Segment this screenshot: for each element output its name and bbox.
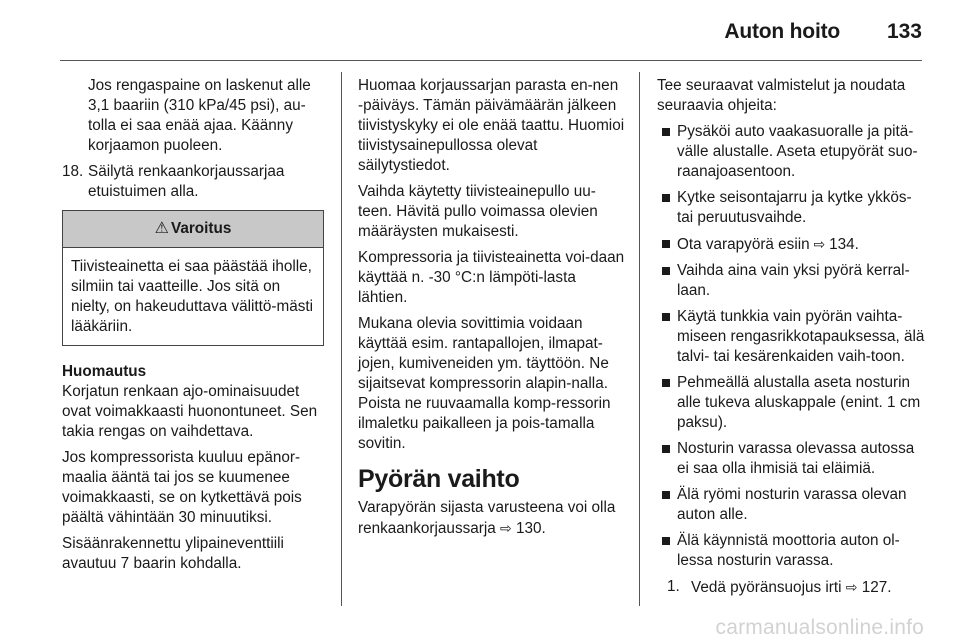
intro-paragraph: Tee seuraavat valmistelut ja noudata seuraavia ohjeita: (657, 77, 906, 114)
chapter-title: Auton hoito (724, 20, 840, 43)
list-item-text: Ota varapyörä esiin (677, 236, 810, 253)
step-text: Säilytä renkaankorjaussarjaa etuistuimen alla. (88, 163, 285, 200)
page-ref[interactable]: 130. (515, 520, 546, 537)
step-text: Vedä pyöränsuojus irti (691, 579, 842, 596)
list-item (657, 188, 925, 228)
bullet-square-icon (662, 240, 670, 248)
bullet-square-icon (662, 313, 670, 321)
warning-text: Tiivisteainetta ei saa päästää iholle, silmiin tai vaatteille. Jos sitä on nielty, on hakeuduttava välittö-mästi lääkäriin. (71, 258, 314, 335)
page-ref-icon: ⇨ (500, 520, 512, 536)
list-item (657, 373, 925, 433)
paragraph: Mukana olevia sovittimia voidaan käyttää esim. rantapallojen, ilmapat-jojen, kumiveneiden ym. täyttöön. Ne sijaitsevat kompressorin alapin-nalla. Poista ne ruuvaamalla komp-ressorin ilmaletku paikalleen ja pois-tamalla sovitin. (358, 315, 611, 452)
bullet-square-icon (662, 537, 670, 545)
list-item (657, 234, 925, 255)
bullet-square-icon (662, 491, 670, 499)
list-item-text: Pysäköi auto vaakasuoralle ja pitä-välle alustalle. Aseta etupyörät suo-raanajoasentoon. (677, 123, 918, 180)
list-item-text: Älä käynnistä moottoria auton ol-lessa nosturin varassa. (677, 532, 900, 569)
page-ref[interactable]: 127. (861, 579, 892, 596)
list-item (657, 485, 925, 525)
list-item (657, 261, 925, 301)
page-ref[interactable]: 134. (829, 236, 859, 253)
page-ref-icon: ⇨ (845, 579, 858, 595)
section-heading: Pyörän vaihto (358, 465, 520, 493)
bullet-square-icon (662, 445, 670, 453)
bullet-square-icon (662, 128, 670, 136)
footer-watermark: carmanualsonline.info (715, 616, 924, 639)
list-item (657, 122, 925, 182)
continued-paragraph: Jos rengaspaine on laskenut alle 3,1 baariin (310 kPa/45 psi), au-tolla ei saa enää ajaa. Käänny korjaamon puoleen. (88, 77, 311, 154)
warning-label: Varoitus (170, 220, 232, 237)
list-item (657, 439, 925, 479)
bullet-list (657, 122, 925, 571)
column-divider-1 (341, 72, 342, 606)
list-item-text: Nosturin varassa olevassa autossa ei saa olla ihmisiä tai eläimiä. (677, 440, 915, 477)
paragraph-text: Varapyörän sijasta varusteena voi olla renkaankorjaussarja (358, 499, 616, 537)
list-item-text: Kytke seisontajarru ja kytke ykkös-tai peruutusvaihde. (677, 189, 912, 226)
step-18 (62, 162, 324, 202)
column-2 (358, 76, 626, 545)
column-divider-2 (639, 72, 640, 606)
list-item (657, 307, 925, 367)
header-divider (60, 60, 922, 61)
step-number: 1. (667, 578, 680, 595)
list-item-text: Pehmeällä alustalla aseta nosturin alle tukeva aluskappale (enint. 1 cm paksu). (677, 374, 921, 431)
list-item-text: Käytä tunkkia vain pyörän vaihta-miseen rengasrikkotapauksessa, älä talvi- tai kesärenkaiden vaih-toon. (677, 308, 925, 365)
warning-header (63, 211, 323, 248)
bullet-square-icon (662, 267, 670, 275)
paragraph (358, 498, 626, 539)
paragraph: Kompressoria ja tiivisteainetta voi-daan käyttää n. -30 °C:n lämpöti-lasta lähtien. (358, 249, 625, 306)
step-1 (667, 577, 925, 598)
warning-icon: ⚠ (154, 220, 169, 237)
list-item-text: Vaihda aina vain yksi pyörä kerral-laan. (677, 262, 910, 299)
paragraph: Sisäänrakennettu ylipaineventtiili avautuu 7 baarin kohdalla. (62, 535, 284, 572)
page-ref-icon: ⇨ (809, 236, 830, 252)
bullet-square-icon (662, 379, 670, 387)
list-item-text: Älä ryömi nosturin varassa olevan auton alle. (677, 486, 907, 523)
bullet-square-icon (662, 194, 670, 202)
page-header (0, 0, 960, 62)
column-1 (62, 76, 324, 580)
step-number: 18. (62, 163, 84, 180)
page-number: 133 (886, 20, 922, 43)
list-item (657, 531, 925, 571)
warning-box (62, 210, 324, 346)
paragraph: Huomaa korjaussarjan parasta en-nen -päiväys. Tämän päivämäärän jälkeen tiivistyskyky ei ole enää taattu. Huomioi tiivistysainepullossa olevat säilytystiedot. (358, 77, 625, 174)
paragraph: Vaihda käytetty tiivisteainepullo uu-teen. Hävitä pullo voimassa olevien määräysten mukaisesti. (358, 183, 598, 240)
note-text: Korjatun renkaan ajo-ominaisuudet ovat voimakkaasti huonontuneet. Sen takia rengas on vaihdettava. (62, 383, 318, 440)
note-title: Huomautus (62, 363, 147, 380)
paragraph: Jos kompressorista kuuluu epänor-maalia ääntä tai jos se kuumenee voimakkaasti, se on kytkettävä pois päältä vähintään 30 minuutiksi. (62, 449, 302, 526)
column-3 (657, 76, 925, 598)
